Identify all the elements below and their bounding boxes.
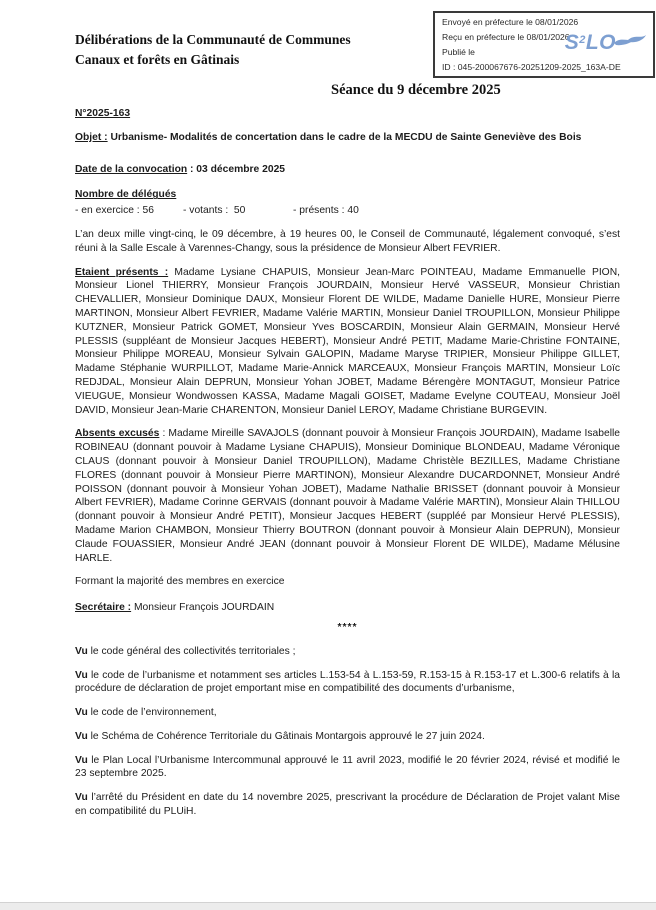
delegates-count-row — [75, 204, 620, 218]
subject-text: Urbanisme- Modalités de concertation dans le cadre de la MECDU de Sainte Geneviève des Bois — [107, 131, 582, 143]
convocation-value: : 03 décembre 2025 — [187, 163, 286, 175]
count-votants: - votants : 50 — [183, 205, 246, 217]
vu-paragraph-5 — [75, 754, 620, 782]
vu-text-4: le Schéma de Cohérence Territoriale du Gâtinais Montargois approuvé le 27 juin 2024. — [87, 730, 485, 742]
vu-text-6: l’arrêté du Président en date du 14 novembre 2025, prescrivant la procédure de Déclaration de Projet valant Mise en compatibilité du PLUiH. — [75, 792, 620, 818]
title-line-2: Canaux et forêts en Gâtinais — [75, 52, 240, 67]
logo-text-s: S — [564, 31, 580, 54]
secretary-line — [75, 601, 620, 615]
present-members-paragraph — [75, 266, 620, 418]
convocation-date — [75, 163, 620, 177]
count-presents: - présents : 40 — [293, 205, 359, 217]
stamp-recu-line: Reçu en préfecture le 08/01/2026 — [442, 32, 570, 42]
vu-bold-6: Vu — [75, 792, 88, 804]
page-bottom-edge — [0, 902, 656, 910]
title-line-1: Délibérations de la Communauté de Communes — [75, 32, 351, 47]
vu-bold-2: Vu — [75, 669, 88, 681]
stamp-publie-line: Publié le — [442, 47, 475, 57]
document-title — [75, 30, 620, 70]
majority-note: Formant la majorité des membres en exercice — [75, 576, 285, 588]
vu-bold-1: Vu — [75, 645, 88, 657]
count-en-exercice: - en exercice : 56 — [75, 205, 154, 217]
convocation-label: Date de la convocation — [75, 163, 188, 175]
stamp-envoye-line: Envoyé en préfecture le 08/01/2026 — [442, 17, 579, 27]
vu-paragraph-6 — [75, 791, 620, 819]
session-date: Séance du 9 décembre 2025 — [331, 82, 501, 98]
intro-paragraph: L’an deux mille vingt-cinq, le 09 décembre, à 19 heures 00, le Conseil de Communauté, légalement convoqué, s’est réuni à la Salle Escale à Varennes-Changy, sous la présidence de Monsieur Albert FEVRIER. — [75, 228, 620, 254]
secretary-label: Secrétaire : — [75, 602, 132, 614]
logo-sup-2: 2 — [579, 34, 586, 46]
delegates-count-label: Nombre de délégués — [75, 189, 177, 201]
vu-bold-4: Vu — [75, 730, 88, 742]
vu-text-5: le Plan Local l’Urbanisme Intercommunal approuvé le 11 avril 2023, modifié le 20 février 2024, révisé et modifié le 23 septembre 2025. — [75, 754, 620, 780]
absent-members-text: : Madame Mireille SAVAJOLS (donnant pouvoir à Monsieur François JOURDAIN), Madame Isabelle ROBINEAU (donnant pouvoir à Madame Lysiane CHAPUIS), Monsieur Dominique BLONDEAU, Madame Véronique CLAUS (donnant pouvoir à Monsieur Daniel TROUPILLON), Madame Christèle BEZILLES, Madame Christiane FLORES (donnant pouvoir à Monsieur Pierre MARTINON), Monsieur Alexandre DUCARDONNET, Monsieur André POISSON (donnant pouvoir à Monsieur Yohan JOBET), Madame Nathalie BRISSET (donnant pouvoir à Monsieur Albert FEVRIER), Madame Corinne GERVAIS (donnant pouvoir à Madame Valérie MARTIN), Monsieur Alain THILLOU (donnant pouvoir à Monsieur André PETIT), Monsieur Jacques HEBERT (suppléé par Monsieur Hervé PLESSIS), Madame Marion CHAMBON, Monsieur Thierry BOUTRON (donnant pouvoir à Monsieur Alain DEPRUN), Monsieur Claude FOUASSIER, Monsieur André JEAN (donnant pouvoir à Monsieur Florent DE WILDE), Madame Mélusine HARLE. — [75, 428, 620, 564]
section-separator: **** — [337, 621, 358, 633]
deliberation-number-text: N°2025-163 — [75, 108, 131, 119]
vu-paragraph-2 — [75, 669, 620, 697]
vu-bold-5: Vu — [75, 754, 88, 766]
vu-paragraph-1 — [75, 645, 620, 659]
secretary-value: Monsieur François JOURDAIN — [131, 602, 275, 614]
subject-label: Objet : — [75, 131, 108, 143]
deliberation-number — [75, 107, 620, 121]
present-members-label: Etaient présents : — [75, 266, 169, 278]
document-content — [75, 30, 620, 819]
present-members-text: Madame Lysiane CHAPUIS, Monsieur Jean-Marc POINTEAU, Madame Emmanuelle PION, Monsieur Lionel THIERRY, Monsieur François JOURDAIN, Monsieur Hervé VASSEUR, Monsieur Christian CHEVALLIER, Monsieur Dominique DAUX, Monsieur Florent DE WILDE, Madame Danielle HURE, Monsieur Pierre MARTINON, Monsieur Albert FEVRIER, Madame Valérie MARTIN, Monsieur Daniel TROUPILLON, Monsieur Philippe KUTZNER, Monsieur Patrick GOMET, Monsieur Yves BOSCARDIN, Monsieur Alain GERMAIN, Monsieur Hervé PLESSIS (suppléant de Monsieur Jacques HEBERT), Monsieur André PETIT, Madame Marie-Christine FONTAINE, Monsieur Philippe MOREAU, Monsieur Sylvain GALOPIN, Madame Maryse TRIPIER, Monsieur Philippe GILLET, Madame Stéphanie WURPILLOT, Madame Marie-Annick MARCEAUX, Monsieur François MARTIN, Monsieur Loïc REDJDAL, Monsieur Alain DEPRUN, Monsieur Yohan JOBET, Madame Bérengère MONTAGUT, Monsieur Patrice VIEUGUE, Monsieur Wondwossen KASSA, Madame Magali GOISET, Madame Evelyne COUTEAU, Monsieur Joël DAVID, Monsieur Jean-Marie CHARENTON, Monsieur Daniel LEROY, Madame Christiane BURGEVIN. — [75, 266, 620, 416]
vu-text-2: le code de l’urbanisme et notamment ses articles L.153-54 à L.153-59, R.153-15 à R.153-17 et L.300-6 relatifs à la procédure de déclaration de projet emportant mise en compatibilité des documents d’urbanisme, — [75, 669, 620, 695]
logo-text-lo: LO — [585, 31, 616, 54]
vu-text-1: le code général des collectivités territoriales ; — [87, 645, 296, 657]
vu-text-3: le code de l’environnement, — [87, 707, 217, 719]
absent-members-label: Absents excusés — [75, 428, 160, 440]
subject-line — [75, 131, 620, 145]
absent-members-paragraph — [75, 427, 620, 565]
stamp-id-line: ID : 045-200067676-20251209-2025_163A-DE — [442, 62, 621, 72]
vu-bold-3: Vu — [75, 707, 88, 719]
vu-paragraph-4 — [75, 730, 620, 744]
vu-paragraph-3 — [75, 706, 620, 720]
